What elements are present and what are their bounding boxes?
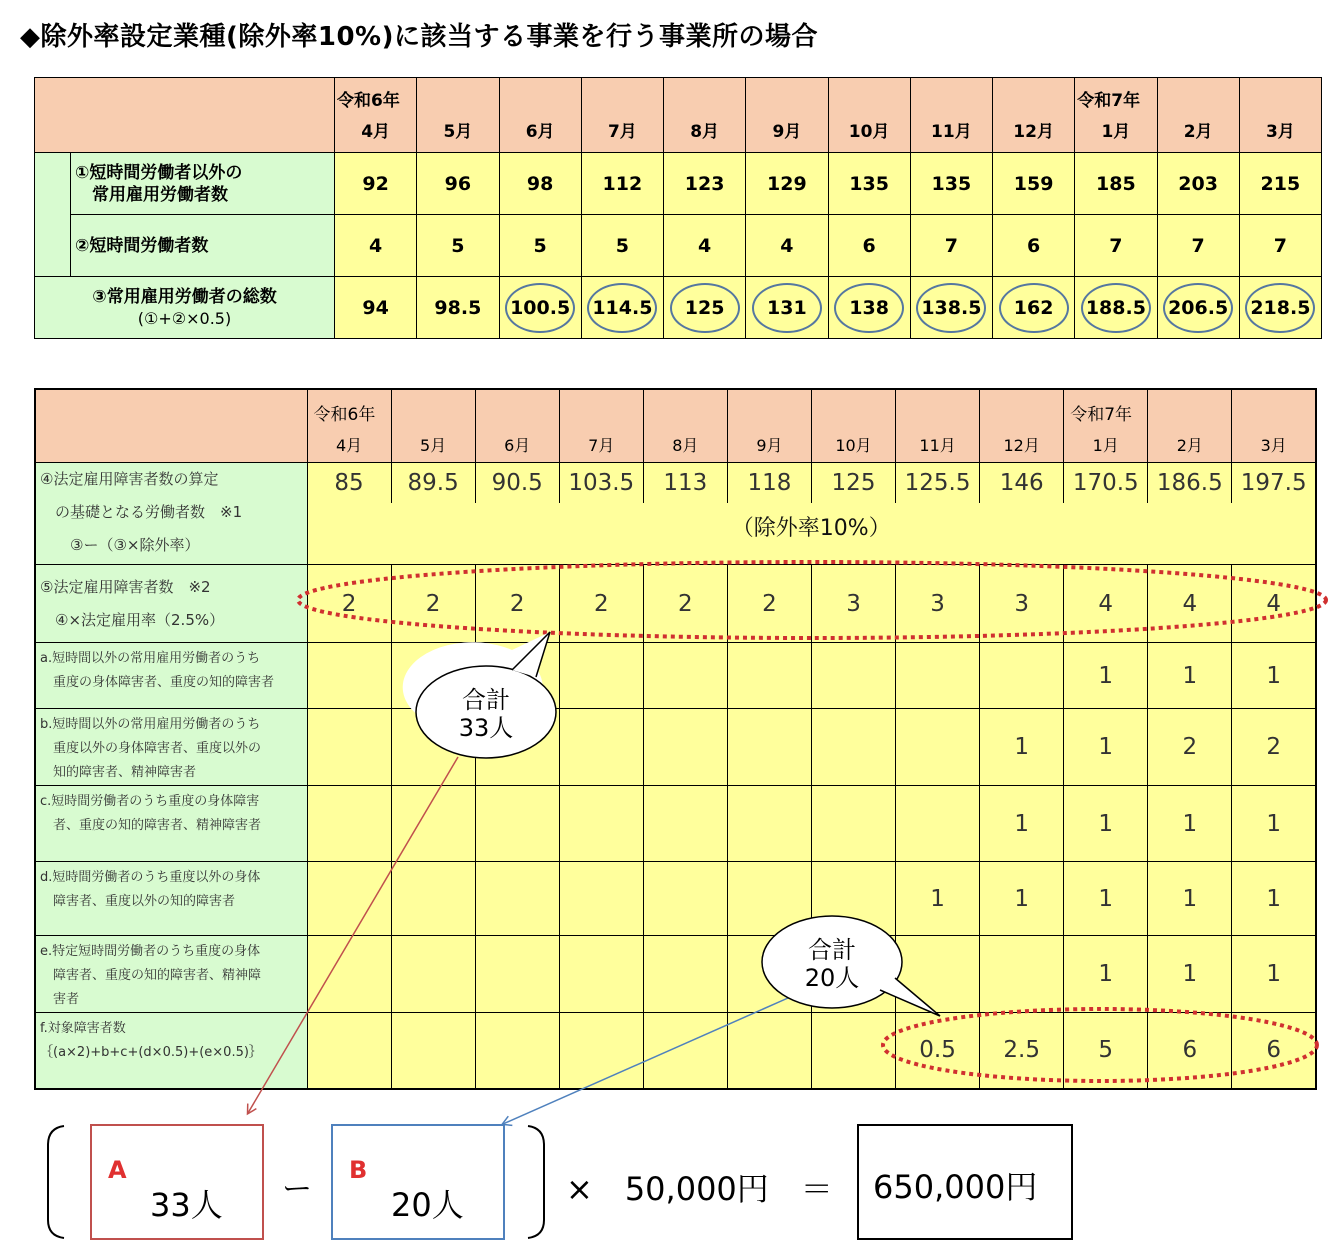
t2-month-label: 12月 bbox=[1003, 436, 1040, 455]
t2-value: 2 bbox=[1182, 734, 1198, 760]
t1-value: 96 bbox=[444, 172, 472, 195]
t1-value: 215 bbox=[1260, 172, 1301, 195]
t2-row-label-line: 障害者、重度以外の知的障害者 bbox=[40, 894, 236, 909]
t2-value: 1 bbox=[1098, 885, 1114, 912]
t2-row4-value-text: 197.5 bbox=[1240, 469, 1307, 496]
t2-value: 1 bbox=[1014, 885, 1029, 912]
box-a-value: 33人 bbox=[150, 1186, 223, 1224]
t1-value: 123 bbox=[684, 172, 725, 195]
t2-row4-value-text: 113 bbox=[663, 469, 708, 496]
minus-sign: ー bbox=[282, 1172, 312, 1207]
t1-value: 92 bbox=[362, 172, 389, 195]
t1-value: 6 bbox=[1027, 234, 1041, 257]
t2-row-label-line: a.短時間以外の常用雇用労働者のうち bbox=[40, 651, 261, 666]
t2-value: 1 bbox=[1098, 961, 1114, 987]
t1-month-label: 1月 bbox=[1101, 122, 1131, 142]
box-a bbox=[90, 1124, 264, 1240]
t2-row4-value-text: 125.5 bbox=[904, 469, 971, 496]
t2-year-label: 令和6年 bbox=[313, 405, 376, 425]
t1-value: 7 bbox=[944, 234, 958, 257]
t1-value: 112 bbox=[602, 172, 643, 195]
t2-month-label: 5月 bbox=[420, 436, 447, 455]
t1-month-label: 6月 bbox=[525, 122, 555, 142]
multiplier-text: × 50,000円 ＝ bbox=[566, 1170, 833, 1208]
t1-row-label-line: ①短時間労働者以外の bbox=[75, 162, 243, 183]
t2-row-label-line: 害者 bbox=[40, 992, 80, 1007]
t2-row5-value-text: 2 bbox=[678, 590, 693, 617]
t1-circled-value: 138 bbox=[834, 283, 904, 333]
t2-row5-value-text: 3 bbox=[846, 590, 861, 617]
t1-month-label: 4月 bbox=[361, 122, 391, 142]
t1-value: 185 bbox=[1096, 172, 1136, 195]
t2-month-label: 10月 bbox=[835, 436, 872, 455]
t1-circled-value: 206.5 bbox=[1163, 283, 1233, 333]
t2-month-label: 2月 bbox=[1176, 436, 1203, 455]
t2-value: 1 bbox=[1182, 810, 1198, 837]
left-bracket bbox=[48, 1126, 64, 1238]
t2-value: 1 bbox=[930, 885, 945, 912]
t2-row4-value-text: 103.5 bbox=[568, 469, 635, 496]
t2-row5-value-text: 3 bbox=[1014, 590, 1029, 617]
t2-row5-value-text: 3 bbox=[930, 590, 945, 617]
t1-value: 5 bbox=[451, 234, 465, 257]
t1-month-label: 7月 bbox=[607, 122, 637, 142]
box-b-letter: B bbox=[349, 1156, 368, 1184]
t2-month-label: 8月 bbox=[672, 436, 699, 455]
t2-row5-value-text: 4 bbox=[1182, 590, 1198, 617]
bubble-a-line1: 合計 bbox=[462, 686, 510, 714]
t2-value: 1 bbox=[1098, 810, 1114, 837]
t1-value: 135 bbox=[931, 172, 972, 195]
t2-row4-label-line: ④法定雇用障害者数の算定 bbox=[40, 470, 219, 488]
row5-highlight-ellipse bbox=[298, 562, 1326, 638]
t1-value: 5 bbox=[533, 234, 547, 257]
t1-month-label: 12月 bbox=[1013, 122, 1054, 142]
t2-value: 1 bbox=[1182, 961, 1198, 987]
t1-month-label: 11月 bbox=[931, 122, 972, 142]
t2-value: 1 bbox=[1266, 885, 1281, 912]
right-bracket bbox=[528, 1126, 544, 1238]
t1-month-label: 3月 bbox=[1265, 122, 1295, 142]
t1-circled-value: 100.5 bbox=[505, 283, 575, 333]
t2-value: 1 bbox=[1098, 662, 1114, 689]
t1-value: 159 bbox=[1013, 172, 1054, 195]
t2-row-label-line: 知的障害者、精神障害者 bbox=[40, 765, 197, 780]
t2-month-label: 6月 bbox=[504, 436, 531, 455]
result-box bbox=[857, 1124, 1073, 1240]
t2-row4-label-line: ③ー（③×除外率） bbox=[40, 536, 200, 554]
t2-value: 0.5 bbox=[919, 1037, 956, 1064]
t2-row5-label-line: ④×法定雇用率（2.5%） bbox=[40, 610, 225, 629]
box-b bbox=[331, 1124, 505, 1240]
t2-value: 1 bbox=[1098, 734, 1114, 760]
bubble-b-line1: 合計 bbox=[808, 936, 856, 964]
t2-row5-value-text: 2 bbox=[509, 590, 525, 617]
t2-value: 1 bbox=[1182, 885, 1198, 912]
t1-value: 4 bbox=[369, 234, 383, 257]
t2-row5-value-text: 4 bbox=[1098, 590, 1114, 617]
t2-month-label: 4月 bbox=[335, 436, 363, 455]
t2-row-label-line: 重度の身体障害者、重度の知的障害者 bbox=[40, 675, 275, 690]
box-a-letter: A bbox=[108, 1156, 127, 1184]
t1-row-label-line: ②短時間労働者数 bbox=[75, 235, 209, 256]
t1-value: 203 bbox=[1178, 172, 1218, 195]
bubble-a-line2: 33人 bbox=[458, 714, 514, 742]
t2-value: 1 bbox=[1266, 662, 1281, 689]
t2-exclusion-rate-text: （除外率10%） bbox=[731, 515, 891, 541]
t2-month-label: 7月 bbox=[588, 436, 615, 455]
t2-row4-value-text: 118 bbox=[747, 469, 792, 496]
t2-row5-value-text: 2 bbox=[341, 590, 357, 617]
t2-row4-value-text: 170.5 bbox=[1072, 469, 1139, 496]
bubble-b-line2: 20人 bbox=[804, 964, 860, 992]
t2-row-label-line: d.短時間労働者のうち重度以外の身体 bbox=[40, 870, 261, 885]
t2-row4-value-text: 85 bbox=[334, 469, 364, 496]
t1-value: 135 bbox=[849, 172, 889, 195]
t1-circled-value: 188.5 bbox=[1081, 283, 1151, 333]
page-title: ◆除外率設定業種(除外率10%)に該当する事業を行う事業所の場合 bbox=[20, 22, 818, 52]
t2-row4-value-text: 146 bbox=[999, 469, 1044, 496]
t1-value: 129 bbox=[767, 172, 807, 195]
t1-value: 98.5 bbox=[434, 296, 482, 319]
t1-value: 7 bbox=[1191, 234, 1205, 257]
t1-value: 6 bbox=[862, 234, 876, 257]
t2-row-label-line: 重度以外の身体障害者、重度以外の bbox=[40, 741, 262, 756]
t2-row-label-line: 障害者、重度の知的障害者、精神障 bbox=[40, 968, 262, 983]
t1-value: 98 bbox=[526, 172, 554, 195]
t1-circled-value: 125 bbox=[670, 283, 740, 333]
t1-value: 4 bbox=[698, 234, 712, 257]
arrow-to-a bbox=[248, 757, 458, 1113]
t2-month-label: 3月 bbox=[1260, 436, 1287, 455]
t1-year-label: 令和7年 bbox=[1077, 91, 1141, 111]
t2-row-label-line: b.短時間以外の常用雇用労働者のうち bbox=[40, 717, 261, 732]
t1-value: 94 bbox=[362, 296, 389, 319]
t1-circled-value: 162 bbox=[999, 283, 1069, 333]
t1-year-label: 令和6年 bbox=[337, 91, 400, 111]
t2-row4-value-text: 89.5 bbox=[407, 469, 459, 496]
t2-value: 2 bbox=[1266, 734, 1281, 760]
t1-circled-value: 131 bbox=[752, 283, 822, 333]
result-value: 650,000円 bbox=[873, 1168, 1038, 1206]
t1-circled-value: 138.5 bbox=[916, 283, 986, 333]
t1-row-label-line: 常用雇用労働者数 bbox=[75, 184, 228, 205]
t2-month-label: 9月 bbox=[756, 436, 783, 455]
t2-row-label-line: 者、重度の知的障害者、精神障害者 bbox=[40, 818, 262, 833]
t1-month-label: 10月 bbox=[848, 122, 890, 142]
t2-row5-value-text: 2 bbox=[762, 590, 777, 617]
t1-circled-value: 218.5 bbox=[1245, 283, 1315, 333]
t2-row4-value-text: 125 bbox=[831, 469, 876, 496]
t1-month-label: 5月 bbox=[443, 122, 473, 142]
t1-row-label-line: (①+②×0.5) bbox=[137, 308, 232, 328]
t2-value: 1 bbox=[1266, 961, 1281, 987]
t2-row-label-line: c.短時間労働者のうち重度の身体障害 bbox=[40, 794, 260, 809]
t2-row5-value-text: 2 bbox=[425, 590, 441, 617]
t2-value: 6 bbox=[1266, 1037, 1281, 1064]
t2-value: 5 bbox=[1098, 1037, 1114, 1064]
t2-row-label-line: f.対象障害者数 bbox=[40, 1021, 126, 1036]
t2-row-label-line: e.特定短時間労働者のうち重度の身体 bbox=[40, 944, 261, 959]
t1-month-label: 9月 bbox=[772, 122, 802, 142]
t1-value: 4 bbox=[780, 234, 794, 257]
t1-circled-value: 114.5 bbox=[587, 283, 657, 333]
t2-row4-label-line: の基礎となる労働者数 ※1 bbox=[40, 503, 243, 521]
t1-month-label: 8月 bbox=[690, 122, 720, 142]
t2-value: 6 bbox=[1182, 1037, 1198, 1064]
t1-value: 7 bbox=[1109, 234, 1123, 257]
t2-month-label: 1月 bbox=[1092, 436, 1119, 455]
t2-value: 1 bbox=[1266, 810, 1281, 837]
t1-value: 7 bbox=[1273, 234, 1287, 257]
t1-month-label: 2月 bbox=[1183, 122, 1213, 142]
arrow-to-b bbox=[503, 998, 788, 1124]
t2-value: 1 bbox=[1014, 810, 1029, 837]
t2-row5-label-line: ⑤法定雇用障害者数 ※2 bbox=[40, 577, 211, 596]
t2-value: 2.5 bbox=[1003, 1037, 1040, 1064]
t2-row4-value-text: 90.5 bbox=[491, 469, 543, 496]
box-b-value: 20人 bbox=[391, 1186, 464, 1224]
t2-month-label: 11月 bbox=[919, 436, 956, 455]
row-f-highlight-ellipse bbox=[883, 1009, 1317, 1081]
t2-row4-value-text: 186.5 bbox=[1156, 469, 1223, 496]
t2-row-label-line: ｛(a×2)+b+c+(d×0.5)+(e×0.5)｝ bbox=[40, 1045, 262, 1060]
t1-row-label-line: ③常用雇用労働者の総数 bbox=[92, 286, 277, 307]
t2-row5-value-text: 4 bbox=[1266, 590, 1281, 617]
t2-value: 1 bbox=[1182, 662, 1198, 689]
t2-row5-value-text: 2 bbox=[593, 590, 609, 617]
t2-value: 1 bbox=[1014, 734, 1029, 760]
t2-year-label: 令和7年 bbox=[1070, 405, 1133, 425]
t1-value: 5 bbox=[615, 234, 629, 257]
